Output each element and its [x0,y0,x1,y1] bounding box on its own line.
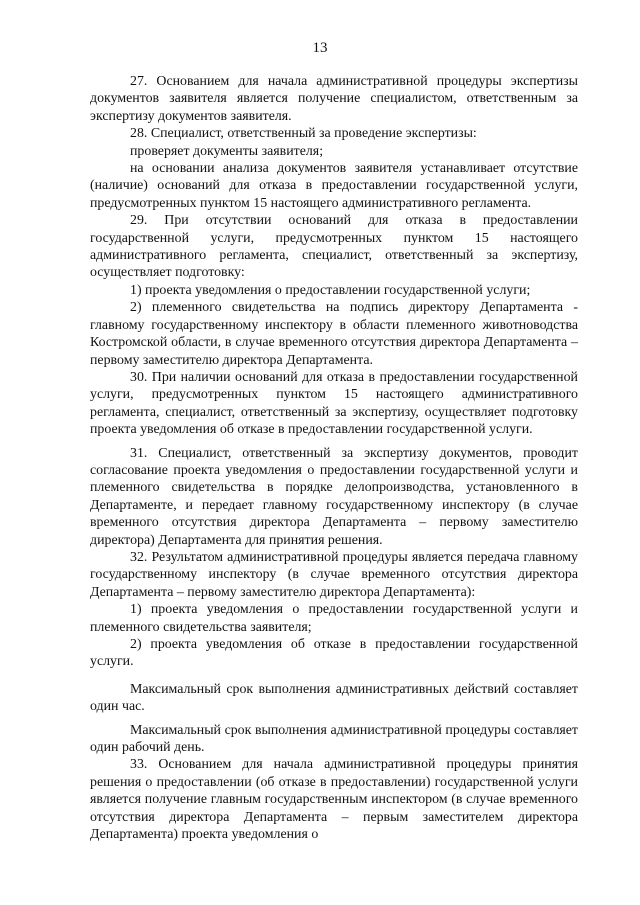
paragraph-31: 31. Специалист, ответственный за экспертизу документов, проводит согласование проекта уведомления о предоставлении государственной услуги и племенного свидетельства в порядке делопроизводства, установленного в Департаменте, и передает главному государственному инспектору (в случае временного отсутствия директора Департамента – первому заместителю директора) Департамента для принятия решения. [90,445,578,548]
paragraph-29-item-1: 1) проекта уведомления о предоставлении государственной услуги; [130,282,531,298]
paragraph-29-item-2: 2) племенного свидетельства на подпись директору Департамента - главному государственному инспектору в области племенного животноводства Костромской области, в случае временного отсутствия директора Департамента –первому заместителю директора Департамента. [90,300,578,368]
paragraph-27: 27. Основанием для начала административной процедуры экспертизы документов заявителя является получение специалистом, ответственным за экспертизу документов заявителя. [90,74,578,124]
paragraph-32: 32. Результатом административной процедуры является передача главному государственному инспектору (в случае временного отсутствия директора Департамента – первому заместителю директора Департамента): [90,549,578,600]
paragraph-28-item-check: проверяет документы заявителя; [130,143,324,159]
paragraph-max-time-procedure: Максимальный срок выполнения административной процедуры составляет один рабочий день. [90,722,578,756]
paragraph-30: 30. При наличии оснований для отказа в предоставлении государственной услуги, предусмотренных пунктом 15 настоящего административного регламента, специалист, ответственный за экспертизу, осуществляет подготовку проекта уведомления об отказе в предоставлении государственной услуги. [90,369,578,438]
paragraph-32-item-2: 2) проекта уведомления об отказе в предоставлении государственной услуги. [90,637,578,670]
paragraph-33: 33. Основанием для начала административной процедуры принятия решения о предоставлении (об отказе в предоставлении) государственной услуги является получение главным государственным инспектором (в случае временного отсутствия директора Департамента – первым заместителем директора Департамента) проекта уведомления о [90,757,578,843]
document-body [90,73,578,843]
paragraph-max-time-actions: Максимальный срок выполнения административных действий составляет один час. [90,681,578,715]
paragraph-29: 29. При отсутствии оснований для отказа в предоставлении государственной услуги, предусмотренных пунктом 15 настоящего административного регламента, специалист, ответственный за экспертизу, осуществляет подготовку: [90,213,578,281]
paragraph-28: 28. Специалист, ответственный за проведение экспертизы: [130,126,477,142]
paragraph-32-item-1: 1) проекта уведомления о предоставлении государственной услуги и племенного свидетельства заявителя; [90,602,578,635]
page-number: 13 [312,40,328,56]
paragraph-28-item-analysis: на основании анализа документов заявителя устанавливает отсутствие (наличие) оснований для отказа в предоставлении государственной услуги, предусмотренных пунктом 15 настоящего административного регламента. [90,161,578,211]
